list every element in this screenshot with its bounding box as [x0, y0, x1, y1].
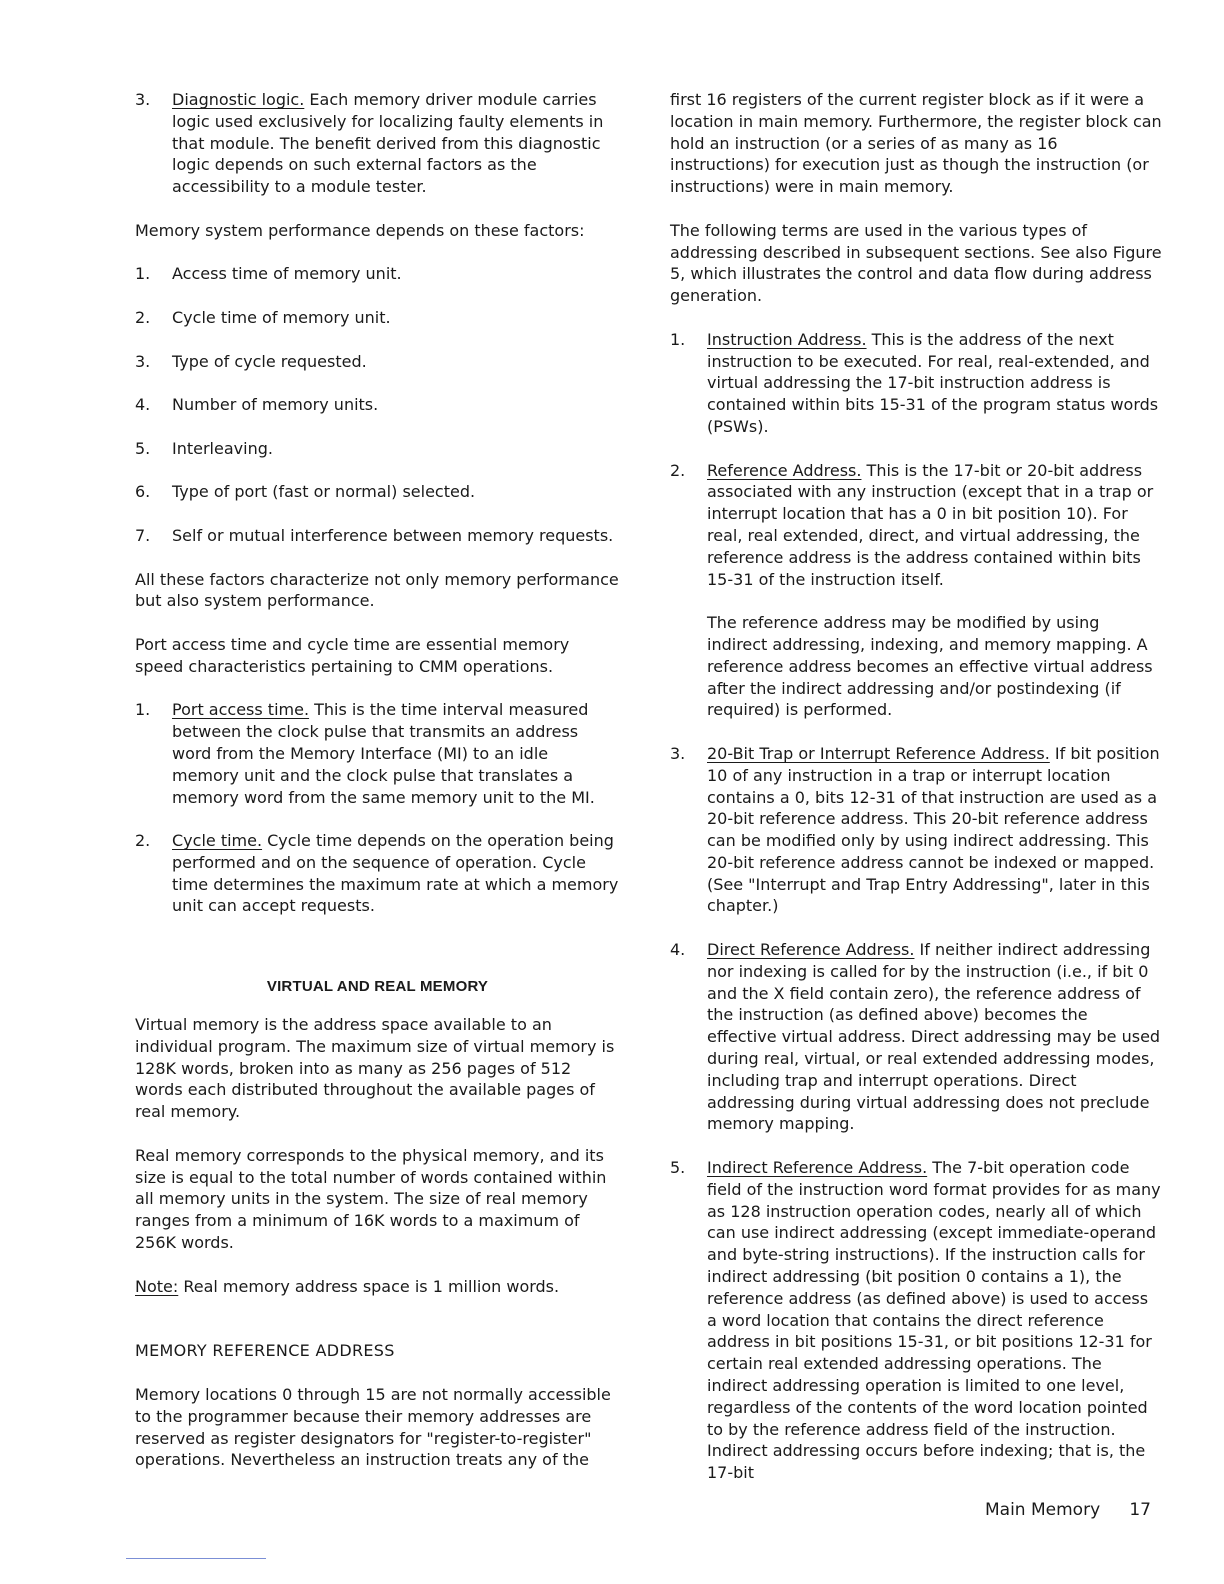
performance-factors-list — [135, 263, 620, 546]
item-term: Diagnostic logic. — [172, 90, 305, 109]
item-number: 5. — [670, 1158, 686, 1178]
item-term: 20-Bit Trap or Interrupt Reference Address. — [707, 743, 1050, 763]
item-term: Direct Reference Address. — [707, 940, 915, 960]
direct-reference-address-item — [670, 939, 1162, 1135]
item-text: This is the time interval measured between the clock pulse that transmits an address word from the Memory Interface (MI) to an idle memory unit and the clock pulse that translates a memory word from the same memory unit to the MI. — [172, 700, 595, 807]
item-term: Indirect Reference Address. — [707, 1158, 928, 1178]
footer-rule — [126, 1558, 266, 1559]
item-number: 5. — [135, 438, 151, 458]
note-paragraph — [135, 1276, 620, 1298]
port-access-time-item — [135, 699, 620, 808]
item-text: Interleaving. — [172, 438, 273, 458]
item-text: Self or mutual interference between memory requests. — [172, 525, 614, 545]
virtual-memory-paragraph: Virtual memory is the address space available to an individual program. The maximum size of virtual memory is 128K words, broken into as many as 256 pages of 512 words each distributed throughout the available pages of real memory. — [135, 1015, 615, 1122]
item-number: 2. — [135, 307, 151, 327]
factors-summary: All these factors characterize not only memory performance but also system performance. — [135, 569, 619, 611]
diagnostic-logic-item — [135, 89, 620, 198]
list-item — [135, 525, 620, 547]
item-text: If neither indirect addressing nor indexing is called for by the instruction (i.e., if bit 0 and the X field contain zero), the reference address of the instruction (as defined above) becomes the effective virtual address. Direct addressing may be used during real, virtual, or real extended addressing modes, including trap and interrupt operations. Direct addressing during virtual addressing does not preclude memory mapping. — [707, 940, 1161, 1134]
cycle-time-item — [135, 830, 620, 917]
item-term: Reference Address. — [707, 460, 862, 480]
item-text: Cycle time of memory unit. — [172, 307, 391, 327]
list-item — [135, 263, 620, 285]
item-text: Access time of memory unit. — [172, 264, 402, 284]
page-number: 17 — [1129, 1500, 1151, 1520]
item-number: 1. — [670, 329, 686, 349]
instruction-address-item — [670, 329, 1162, 438]
item-number: 3. — [135, 351, 151, 371]
item-number: 1. — [135, 700, 151, 720]
page-footer — [985, 1500, 1155, 1522]
item-number: 4. — [670, 940, 686, 960]
item-term: Port access time. — [172, 700, 310, 720]
item-number: 3. — [135, 90, 151, 109]
section-heading: VIRTUAL AND REAL MEMORY — [266, 978, 489, 996]
note-label: Note: — [135, 1276, 179, 1296]
item-text: Each memory driver module carries logic used exclusively for localizing faulty elements in that module. The benefit derived from this diagnostic logic depends on such external factors as the accessibility to a module tester. — [172, 90, 604, 197]
continued-paragraph: first 16 registers of the current register block as if it were a location in main memory. Furthermore, the register block can hold an instruction (or a series of as many as 16 instructions) for execution just as though the instruction (or instructions) were in main memory. — [670, 90, 1162, 197]
real-memory-paragraph: Real memory corresponds to the physical memory, and its size is equal to the total number of words contained within all memory units in the system. The size of real memory ranges from a minimum of 16K words to a maximum of 256K words. — [135, 1145, 607, 1253]
item-text: Type of port (fast or normal) selected. — [172, 482, 476, 502]
item-number: 1. — [135, 264, 151, 284]
item-number: 4. — [135, 395, 151, 415]
list-item — [135, 351, 620, 373]
terms-intro: The following terms are used in the various types of addressing described in subsequent sections. See also Figure 5, which illustrates the control and data flow during address generation. — [670, 220, 1162, 306]
item-text: Type of cycle requested. — [172, 351, 367, 371]
reference-address-item — [670, 460, 1162, 722]
item-number: 7. — [135, 525, 151, 545]
item-text: Number of memory units. — [172, 395, 379, 415]
item-number: 2. — [670, 460, 686, 480]
right-column — [670, 89, 1162, 1506]
item-text: This is the 17-bit or 20-bit address associated with any instruction (except that in a trap or interrupt location that has a 0 in bit position 10). For real, real extended, direct, and virtual addressing, the reference address is the address contained within bits 15-31 of the instruction itself. — [707, 460, 1154, 589]
subsection-heading: MEMORY REFERENCE ADDRESS — [135, 1341, 395, 1361]
indirect-reference-address-item — [670, 1157, 1162, 1484]
item-number: 6. — [135, 482, 151, 502]
item-extra-text: The reference address may be modified by using indirect addressing, indexing, and memory mapping. A reference address becomes an effective virtual address after the indirect addressing and/or postindexing (if required) is performed. — [707, 613, 1153, 720]
item-number: 2. — [135, 831, 151, 851]
port-intro: Port access time and cycle time are essential memory speed characteristics pertaining to CMM operations. — [135, 634, 570, 676]
item-number: 3. — [670, 743, 686, 763]
item-text: The 7-bit operation code field of the instruction word format provides for as many as 128 instruction operation codes, nearly all of which can use indirect addressing (except immediate-operand and byte-string instructions). If the instruction calls for indirect addressing (bit position 0 contains a 1), the reference address (as defined above) is used to access a word location that contains the direct reference address in bit positions 15-31, or bit positions 12-31 for certain real extended addressing operations. The indirect addressing operation is limited to one level, regardless of the contents of the word location pointed to by the reference address field of the instruction. Indirect addressing occurs before indexing; that is, the 17-bit — [707, 1158, 1161, 1483]
list-item — [135, 307, 620, 329]
item-text: If bit position 10 of any instruction in a trap or interrupt location contains a 0, bits 12-31 of that instruction are used as a 20-bit reference address. This 20-bit reference address can be modified only by using indirect addressing. This 20-bit reference address cannot be indexed or mapped. (See "Interrupt and Trap Entry Addressing", later in this chapter.) — [707, 743, 1160, 916]
performance-intro: Memory system performance depends on these factors: — [135, 220, 585, 240]
item-term: Cycle time. — [172, 831, 263, 851]
item-term: Instruction Address. — [707, 329, 867, 349]
trap-interrupt-reference-address-item — [670, 743, 1162, 917]
list-item — [135, 394, 620, 416]
list-item — [135, 481, 620, 503]
memory-reference-paragraph: Memory locations 0 through 15 are not normally accessible to the programmer because their memory addresses are reserved as register designators for "register-to-register" operations. Nevertheless an instruction treats any of the — [135, 1385, 611, 1470]
item-text: This is the address of the next instruction to be executed. For real, real-extended, and virtual addressing the 17-bit instruction address is contained within bits 15-31 of the program status words (PSWs). — [707, 329, 1159, 436]
footer-section-title: Main Memory — [985, 1500, 1101, 1520]
list-item — [135, 438, 620, 460]
left-column — [135, 89, 620, 1493]
item-text: Cycle time depends on the operation being performed and on the sequence of operation. Cycle time determines the maximum rate at which a memory unit can accept requests. — [172, 831, 619, 916]
note-text: Real memory address space is 1 million words. — [178, 1276, 560, 1296]
